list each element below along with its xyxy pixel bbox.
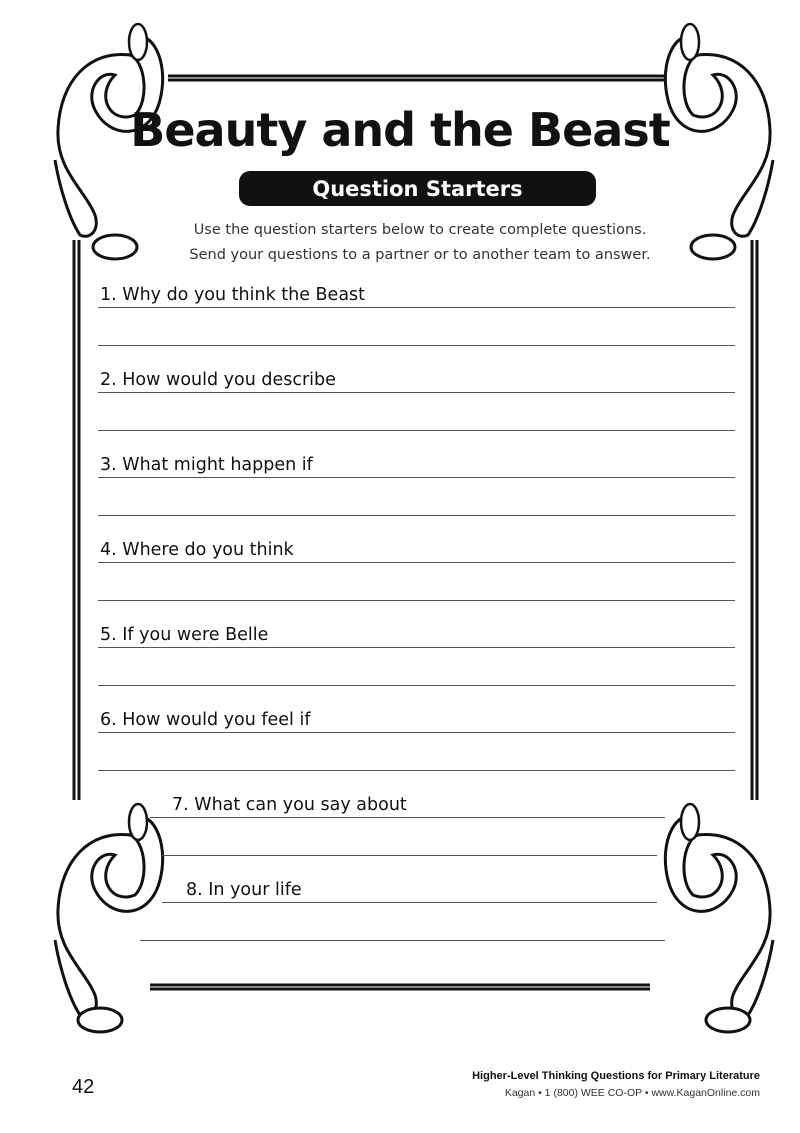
question-starter: 6. How would you feel if [100, 710, 311, 730]
footer-publisher: Kagan • 1 (800) WEE CO-OP • www.KaganOnline.com [504, 1087, 760, 1099]
page-number: 42 [72, 1076, 95, 1098]
answer-line [150, 817, 665, 818]
subtitle-banner [239, 171, 596, 206]
question-starter: 7. What can you say about [172, 795, 407, 815]
answer-line [98, 307, 735, 308]
instructions [120, 218, 720, 268]
answer-line [98, 647, 735, 648]
answer-line [98, 732, 735, 733]
answer-line [98, 345, 735, 346]
subtitle-text: Question Starters [312, 176, 523, 201]
answer-line [98, 392, 735, 393]
instructions-line-1: Use the question starters below to create complete questions. [193, 222, 647, 238]
answer-line [162, 855, 657, 856]
scroll-ornament-icon [665, 804, 773, 1032]
answer-line [98, 562, 735, 563]
answer-line [98, 515, 735, 516]
instructions-line-2: Send your questions to a partner or to another team to answer. [189, 247, 651, 263]
answer-line [98, 685, 735, 686]
answer-line [140, 940, 665, 941]
footer-book-title: Higher-Level Thinking Questions for Primary Literature [472, 1070, 760, 1082]
answer-line [98, 770, 735, 771]
question-starter: 8. In your life [186, 880, 302, 900]
answer-line [98, 430, 735, 431]
page-title: Beauty and the Beast [130, 103, 670, 157]
question-starter: 1. Why do you think the Beast [100, 285, 366, 305]
question-starter: 5. If you were Belle [100, 625, 269, 645]
answer-line [98, 477, 735, 478]
scroll-ornament-icon [55, 804, 163, 1032]
question-starter: 2. How would you describe [100, 370, 336, 390]
answer-line [162, 902, 657, 903]
answer-line [98, 600, 735, 601]
question-starter: 4. Where do you think [100, 540, 294, 560]
question-starter: 3. What might happen if [100, 455, 313, 475]
